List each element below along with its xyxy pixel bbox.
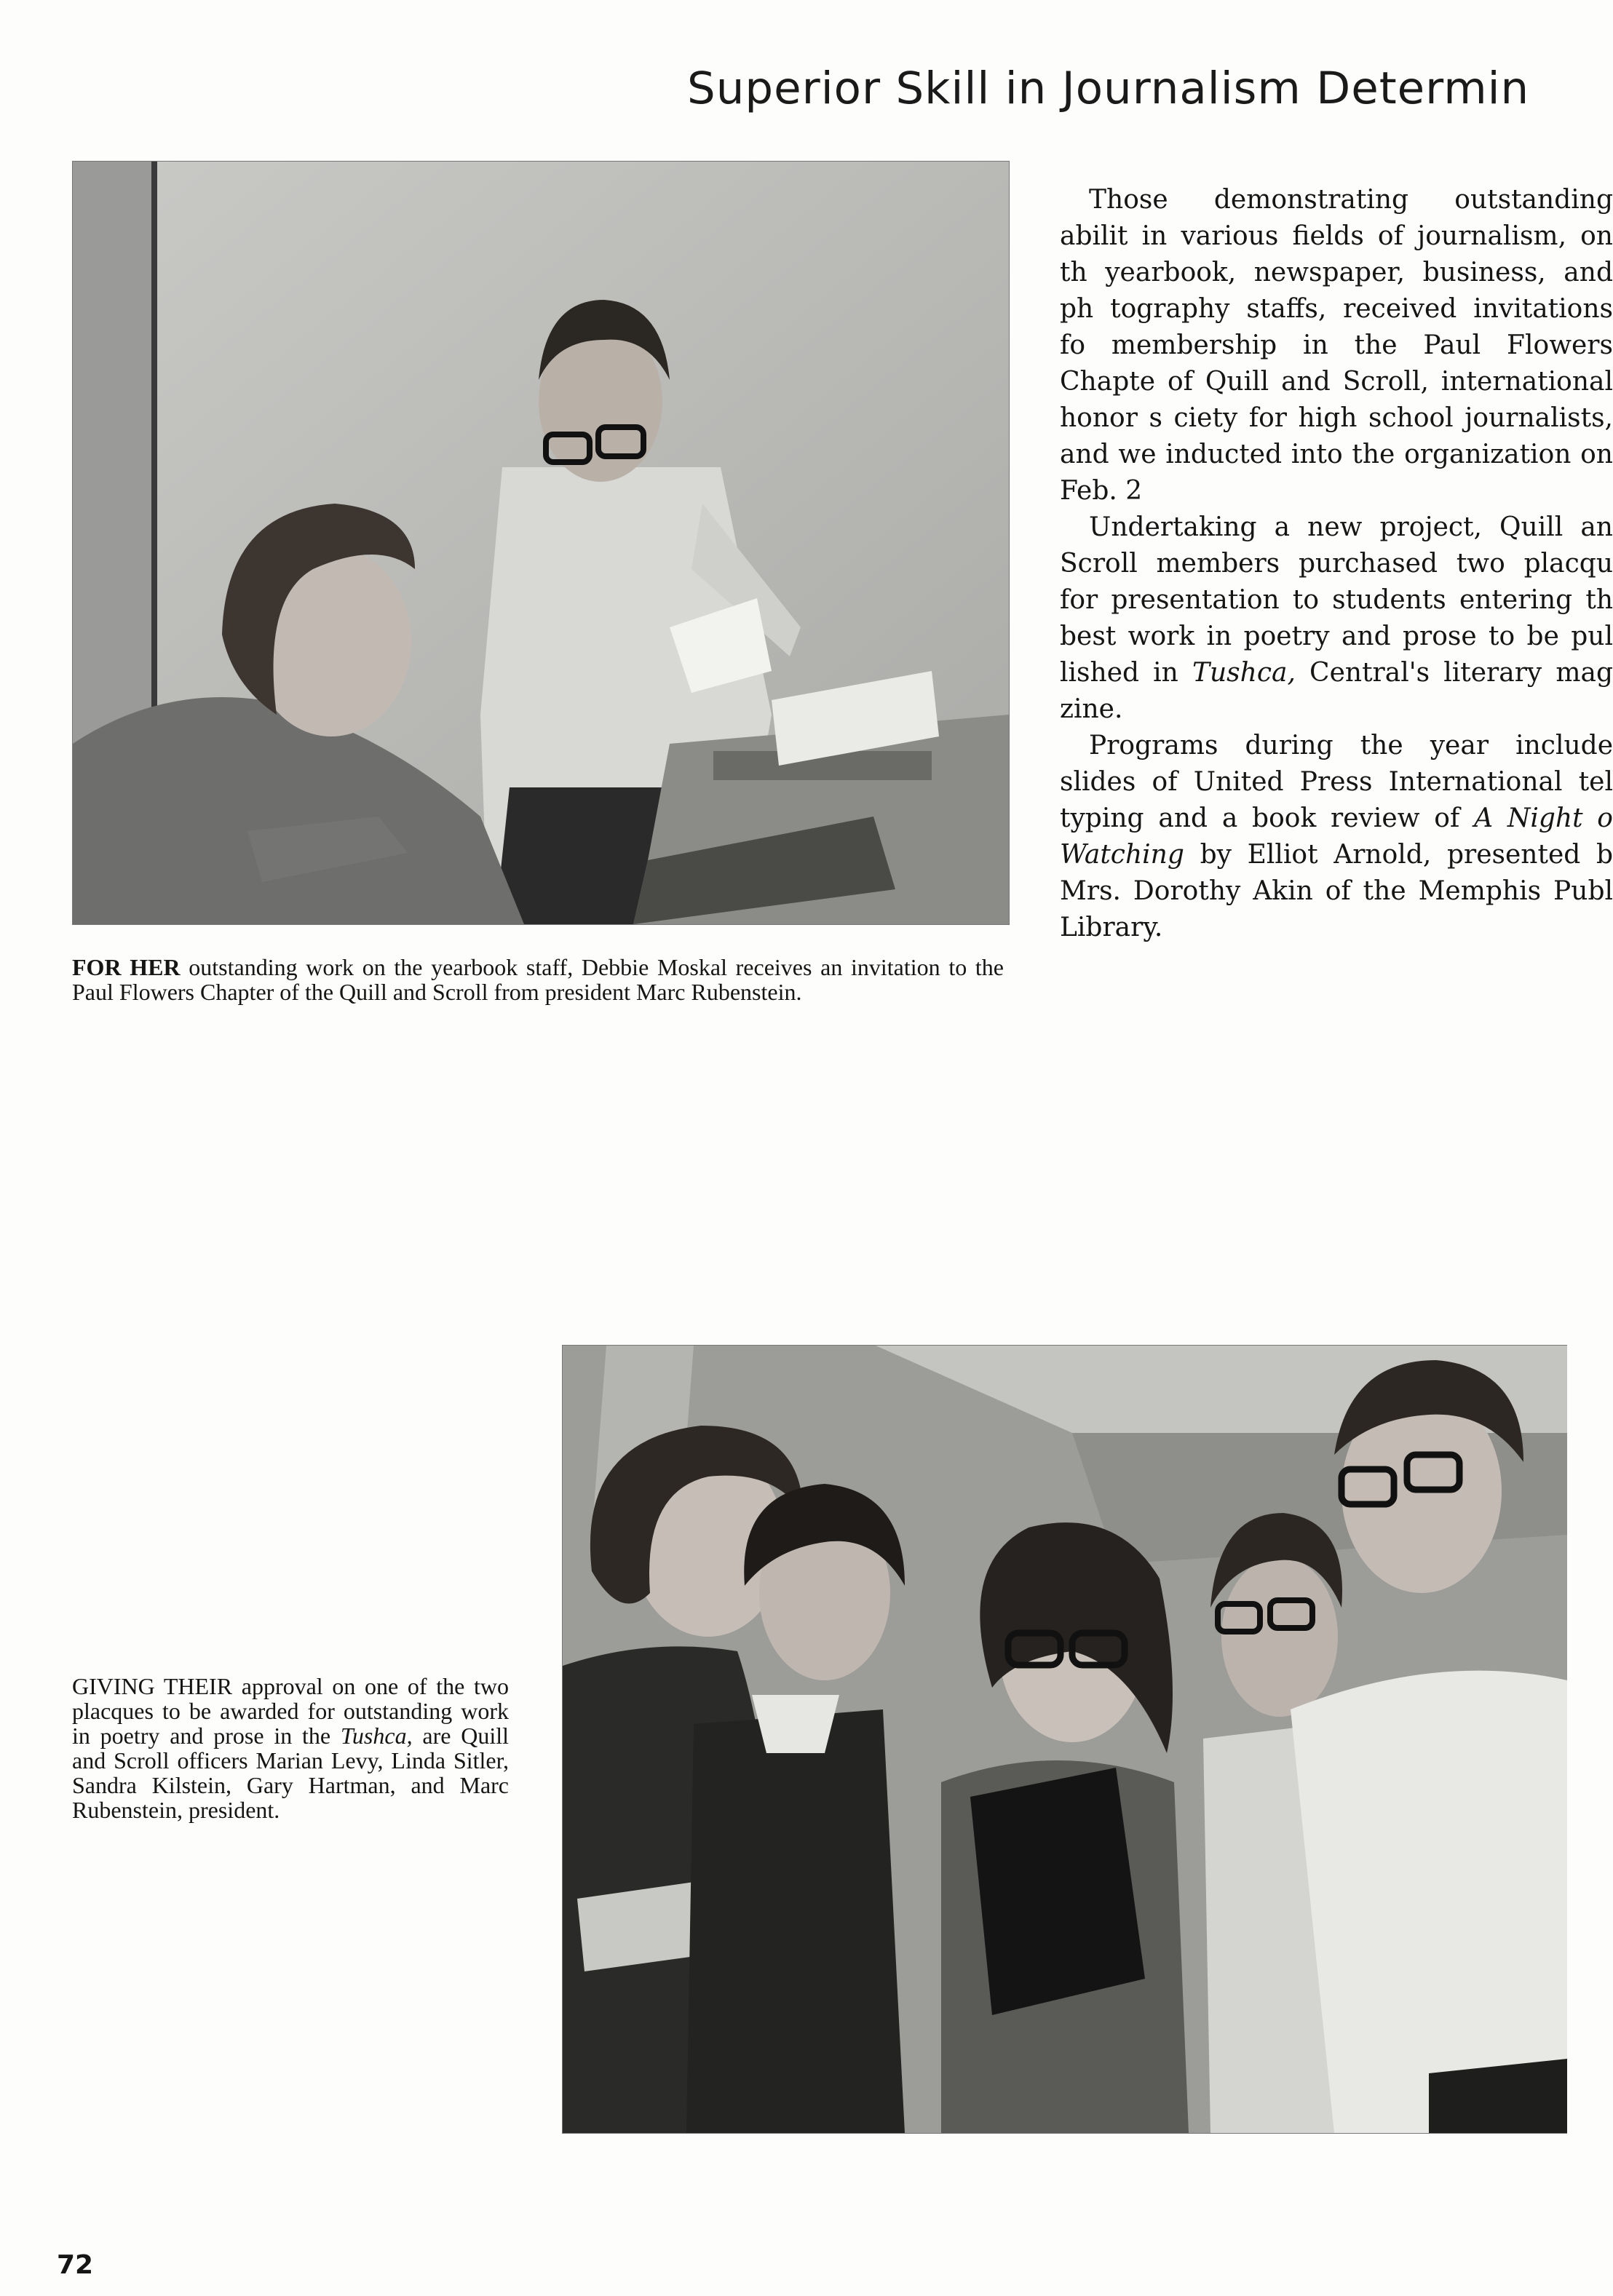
caption-2-text-b: are Quill and Scroll officers Marian Levy, Linda Sitler, Sandra Kilstein, Gary Hartman, and Marc Rubenstein, president. — [72, 1723, 510, 1823]
article-paragraph-3-text-a: Programs during the year include slides of United Press International tel typing and a book review of — [1060, 731, 1613, 833]
photo-2-caption — [72, 1674, 509, 1822]
article-paragraph-2-text-a: Undertaking a new project, Quill an Scroll members purchased two placqu for presentation to students entering th best work in poetry and prose to be pul lished in — [1060, 512, 1613, 688]
photo-quill-scroll-invitation — [72, 161, 1010, 925]
article-body — [1060, 182, 1613, 946]
caption-2-text-a: approval on one of the two placques to be awarded for outstanding work in poetry and prose in the — [72, 1673, 510, 1749]
page-headline: Superior Skill in Journalism Determin — [687, 63, 1530, 114]
article-paragraph-3 — [1060, 728, 1613, 946]
article-book-title: A Night o Watching — [1060, 803, 1613, 870]
photo-quill-scroll-officers — [562, 1345, 1567, 2134]
photo-1-illustration — [73, 162, 1009, 924]
article-paragraph-1: Those demonstrating outstanding abilit in various fields of journalism, on th yearbook, newspaper, business, and ph tography staffs, received invitations fo membership in the Paul Flowers Chapte of Quill and Scroll, international honor s ciety for high school journalists, and we inducted into the organization on Feb. 2 — [1060, 185, 1613, 506]
page-number: 72 — [57, 2250, 94, 2280]
article-paragraph-2-text-b: Central's literary mag zine. — [1060, 658, 1613, 724]
article-publication-title: Tushca, — [1192, 658, 1296, 688]
article-paragraph-2 — [1060, 509, 1613, 728]
article-paragraph-3-text-b: by Elliot Arnold, presented b Mrs. Dorothy Akin of the Memphis Publ Library. — [1060, 840, 1613, 942]
caption-2-lead: GIVING THEIR — [72, 1673, 233, 1699]
caption-2-publication-title: Tushca, — [340, 1723, 413, 1749]
caption-1-lead: FOR HER — [72, 954, 181, 980]
caption-1-text: outstanding work on the yearbook staff, Debbie Moskal receives an invitation to the Paul Flowers Chapter of the Quill and Scroll from president Marc Rubenstein. — [72, 954, 1004, 1005]
photo-1-caption — [72, 955, 1004, 1004]
photo-2-illustration — [563, 1346, 1567, 2133]
